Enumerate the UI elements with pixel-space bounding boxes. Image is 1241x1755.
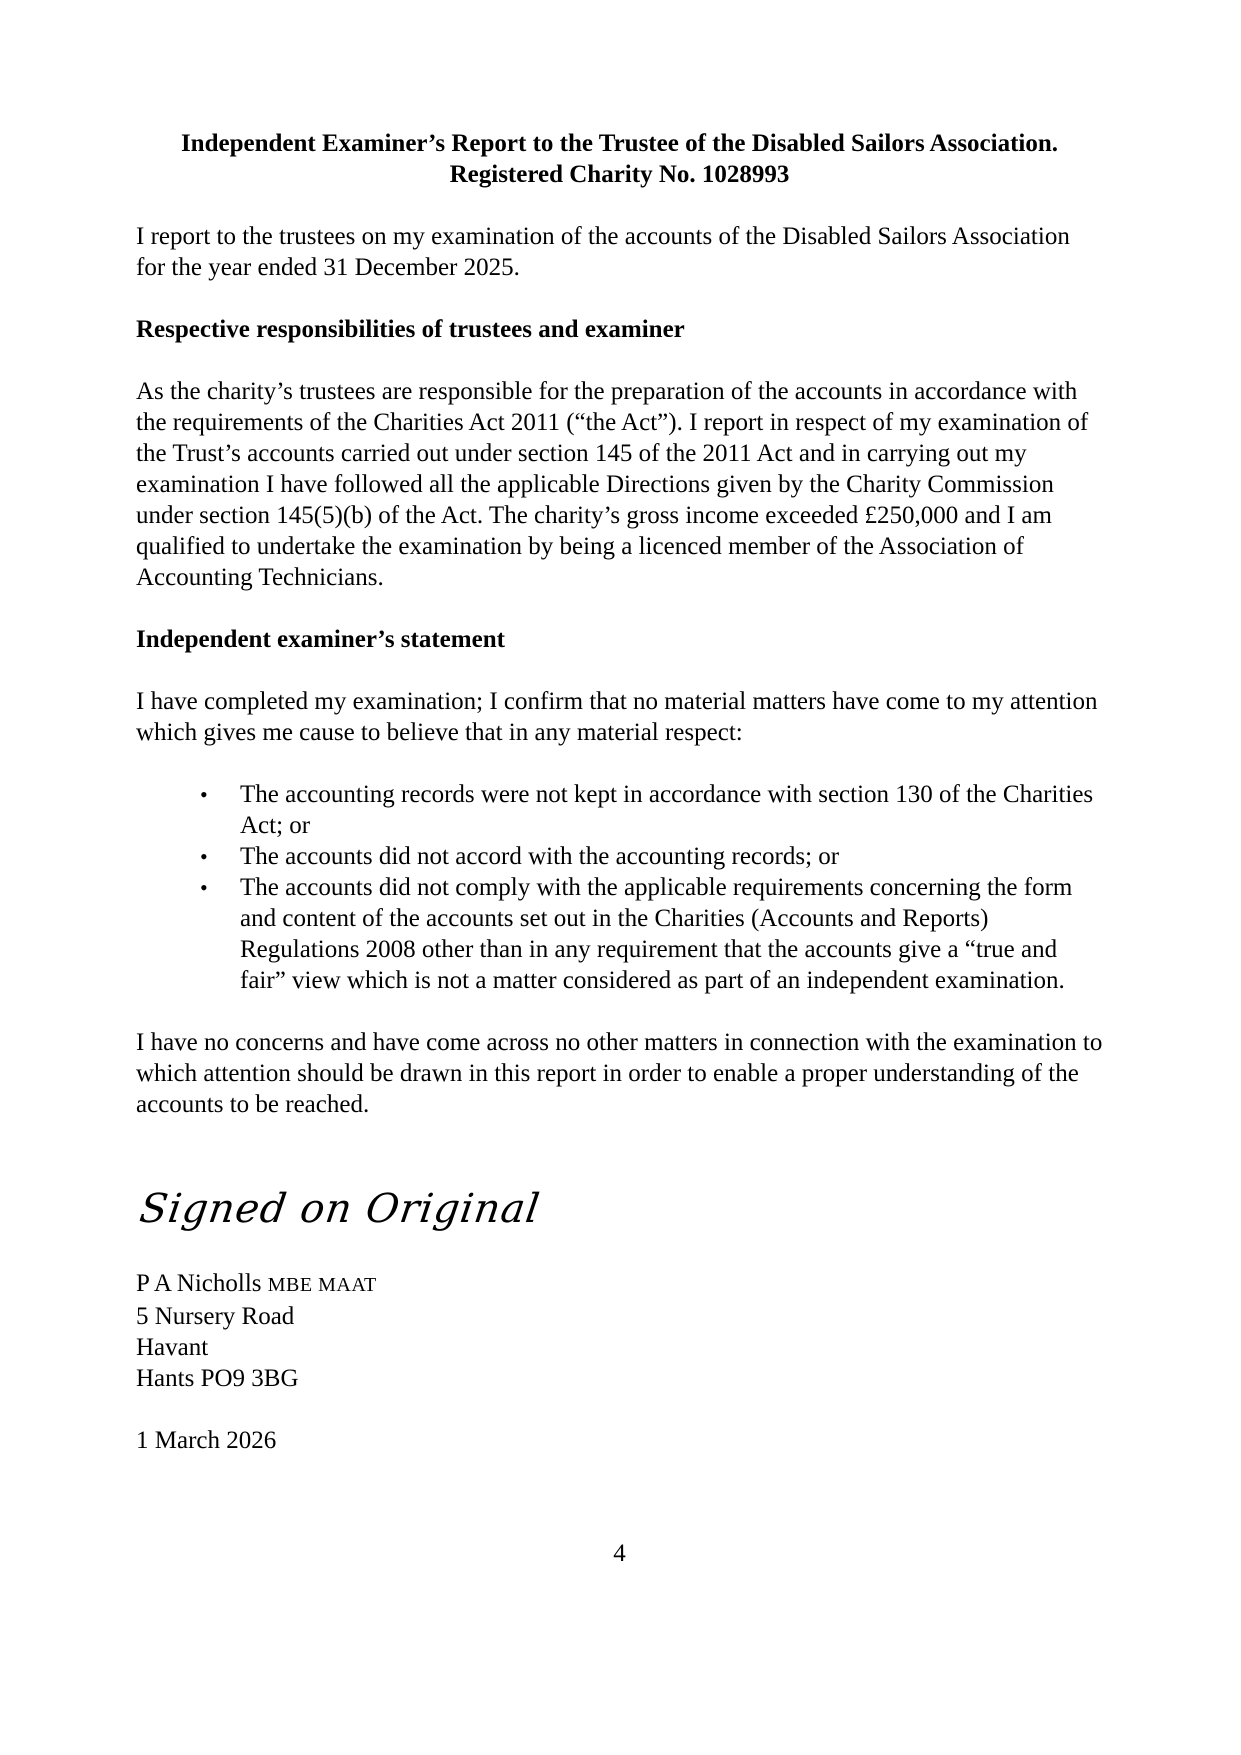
responsibilities-paragraph: As the charity’s trustees are responsible for the preparation of the accounts in accordance with the requirements of the Charities Act 2011 (“the Act”). I report in respect of my examination of the Trust’s accounts carried out under section 145 of the 2011 Act and in carrying out my examination I have followed all the applicable Directions given by the Charity Commission under section 145(5)(b) of the Act. The charity’s gross income exceeded £250,000 and I am qualified to undertake the examination by being a licenced member of the Association of Accounting Technicians. xyxy=(136,378,1089,591)
signatory-credentials: MBE MAAT xyxy=(267,1274,377,1296)
bullet-item-accounts-comply xyxy=(136,872,1103,996)
title-line-2: Registered Charity No. 1028993 xyxy=(449,161,790,188)
address-line-3: Hants PO9 3BG xyxy=(136,1365,299,1392)
address-line-2: Havant xyxy=(136,1334,209,1361)
responsibilities-heading: Respective responsibilities of trustees and examiner xyxy=(136,316,685,343)
signature-script-text: Signed on Original xyxy=(136,1186,543,1232)
signatory-name: P A Nicholls xyxy=(136,1270,262,1297)
bullet-icon: • xyxy=(200,875,208,900)
statement-lead-paragraph: I have completed my examination; I confirm that no material matters have come to my attention which gives me cause to believe that in any material respect: xyxy=(136,688,1098,746)
bullet-item-text: The accounts did not accord with the accounting records; or xyxy=(240,843,840,870)
closing-paragraph: I have no concerns and have come across no other matters in connection with the examination to which attention should be drawn in this report in order to enable a proper understanding of the accounts to be reached. xyxy=(136,1029,1103,1118)
signatory-block xyxy=(136,1268,1103,1394)
bullet-icon: • xyxy=(200,782,208,807)
address-line-1: 5 Nursery Road xyxy=(136,1303,295,1330)
bullet-item-accounting-records xyxy=(136,779,1103,841)
bullet-item-text: The accounting records were not kept in accordance with section 130 of the Charities Act; or xyxy=(240,781,1094,839)
bullet-item-accounts-accord xyxy=(136,841,1103,872)
title-line-1: Independent Examiner’s Report to the Trustee of the Disabled Sailors Association. xyxy=(180,130,1059,157)
document-title xyxy=(136,128,1103,190)
bullet-item-text: The accounts did not comply with the applicable requirements concerning the form and content of the accounts set out in the Charities (Accounts and Reports) Regulations 2008 other than in any requirement that the accounts give a “true and fair” view which is not a matter considered as part of an independent examination. xyxy=(240,874,1073,994)
intro-paragraph: I report to the trustees on my examination of the accounts of the Disabled Sailors Association for the year ended 31 December 2025. xyxy=(136,223,1070,281)
bullet-icon: • xyxy=(200,844,208,869)
report-date: 1 March 2026 xyxy=(136,1427,277,1454)
statement-bullet-list xyxy=(136,779,1103,996)
signatory-name-line xyxy=(136,1268,1103,1301)
page-number: 4 xyxy=(613,1540,626,1567)
statement-heading: Independent examiner’s statement xyxy=(136,626,505,653)
